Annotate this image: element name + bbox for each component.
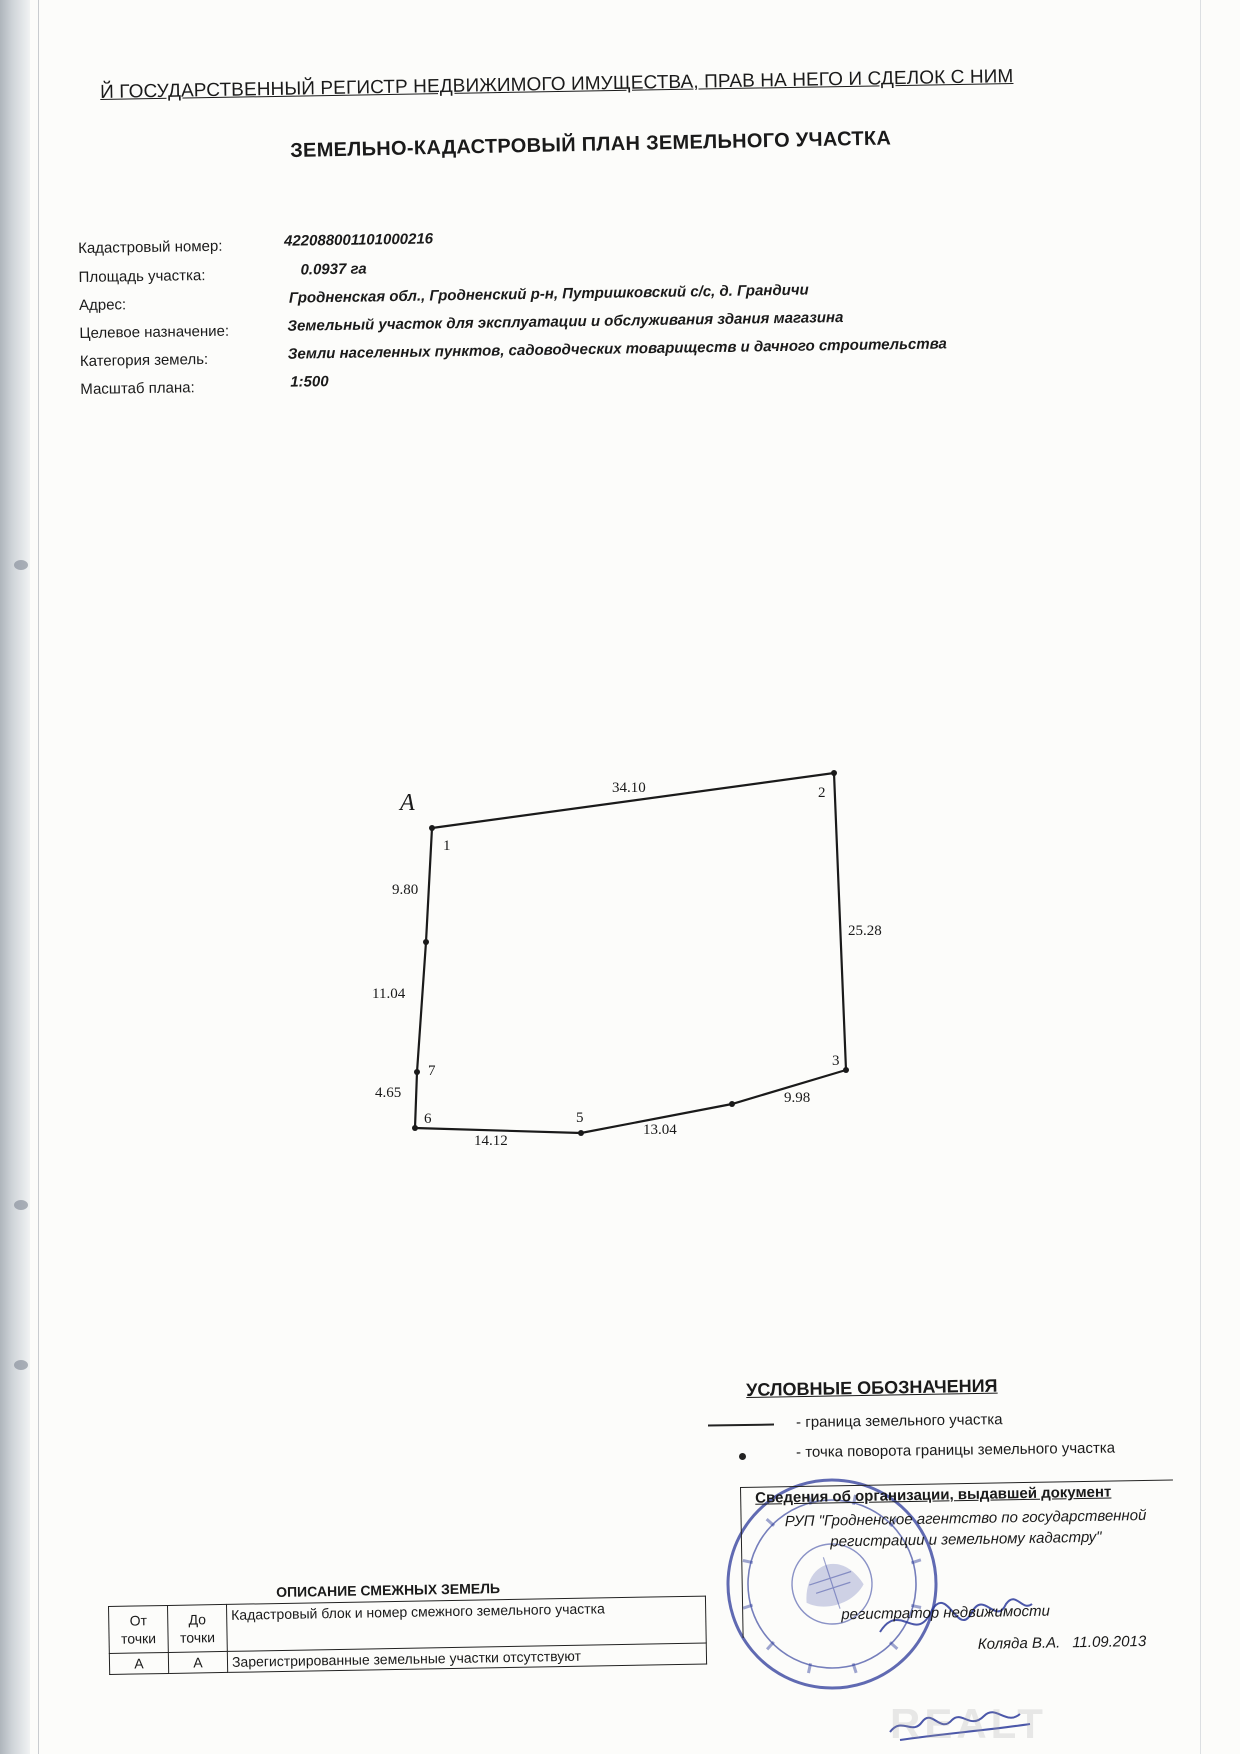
cell-description: Зарегистрированные земельные участки отсутствуют (227, 1643, 706, 1672)
turn-point-symbol (739, 1453, 746, 1460)
legend-title: УСЛОВНЫЕ ОБОЗНАЧЕНИЯ (746, 1375, 998, 1400)
adjacent-lands-title: ОПИСАНИЕ СМЕЖНЫХ ЗЕМЕЛЬ (276, 1580, 501, 1600)
point-label: 1 (443, 838, 451, 854)
page-title: ЗЕМЕЛЬНО-КАДАСТРОВЫЙ ПЛАН ЗЕМЕЛЬНОГО УЧАСТКА (290, 127, 892, 162)
column-from: От точки (109, 1605, 169, 1653)
turn-point (578, 1130, 584, 1136)
segment-length: 11.04 (372, 986, 406, 1002)
field-value: 0.0937 га (300, 260, 367, 279)
adjacent-lands-table (108, 1596, 707, 1675)
turn-point (429, 825, 435, 831)
field-value: Гродненская обл., Гродненский р-н, Путришковский с/с, д. Грандичи (288, 281, 809, 307)
cell-from: А (109, 1652, 168, 1674)
point-label: 3 (832, 1053, 840, 1069)
signer-name: Коляда В.А. (977, 1634, 1061, 1653)
issue-date: 11.09.2013 (1072, 1632, 1147, 1652)
field-label: Адрес: (78, 296, 127, 314)
field-value: Земли населенных пунктов, садоводческих товариществ и дачного строительства (287, 335, 947, 363)
start-label: А (400, 790, 415, 816)
segment-length: 34.10 (612, 780, 646, 796)
turn-point (414, 1069, 420, 1075)
signer-role: регистратор недвижимости (841, 1602, 1051, 1624)
point-label: 6 (424, 1111, 432, 1127)
segment-length: 4.65 (375, 1085, 402, 1101)
field-label: Площадь участка: (78, 267, 206, 286)
segment-length: 9.80 (392, 882, 419, 898)
column-to: До точки (167, 1604, 227, 1652)
turn-point (729, 1101, 735, 1107)
point-label: 5 (576, 1110, 584, 1126)
field-label: Целевое назначение: (79, 322, 230, 342)
point-label: 2 (818, 785, 826, 801)
field-label: Масштаб плана: (80, 379, 195, 398)
turn-point (412, 1125, 418, 1131)
field-value: Земельный участок для эксплуатации и обслуживания здания магазина (287, 308, 844, 335)
parcel-boundary (415, 773, 846, 1133)
turn-point (831, 770, 837, 776)
organization-block (740, 1479, 1176, 1653)
segment-length: 25.28 (848, 923, 882, 939)
cell-to: А (168, 1651, 227, 1673)
signer-line (978, 1633, 1147, 1653)
field-value: 1:500 (290, 373, 329, 391)
organization-title: Сведения об организации, выдавшей документ (755, 1483, 1112, 1507)
point-label: 7 (428, 1063, 436, 1079)
column-description: Кадастровый блок и номер смежного земельного участка (226, 1596, 706, 1651)
field-value: 422088001101000216 (283, 230, 434, 250)
segment-length: 13.04 (643, 1122, 677, 1138)
organization-name: РУП "Гродненское агентство по государственной регистрации и земельному кадастру" (784, 1506, 1147, 1551)
field-label: Кадастровый номер: (78, 237, 223, 257)
legend-boundary: - граница земельного участка (796, 1411, 1003, 1431)
field-label: Категория земель: (79, 350, 209, 370)
legend-turn-point: - точка поворота границы земельного участка (796, 1439, 1116, 1461)
watermark: REALT (890, 1700, 1047, 1747)
turn-point (423, 939, 429, 945)
segment-length: 9.98 (784, 1090, 811, 1106)
register-header: Й ГОСУДАРСТВЕННЫЙ РЕГИСТР НЕДВИЖИМОГО ИМУЩЕСТВА, ПРАВ НА НЕГО И СДЕЛОК С НИМ (100, 66, 1014, 103)
segment-length: 14.12 (474, 1133, 508, 1149)
turn-point (843, 1067, 849, 1073)
